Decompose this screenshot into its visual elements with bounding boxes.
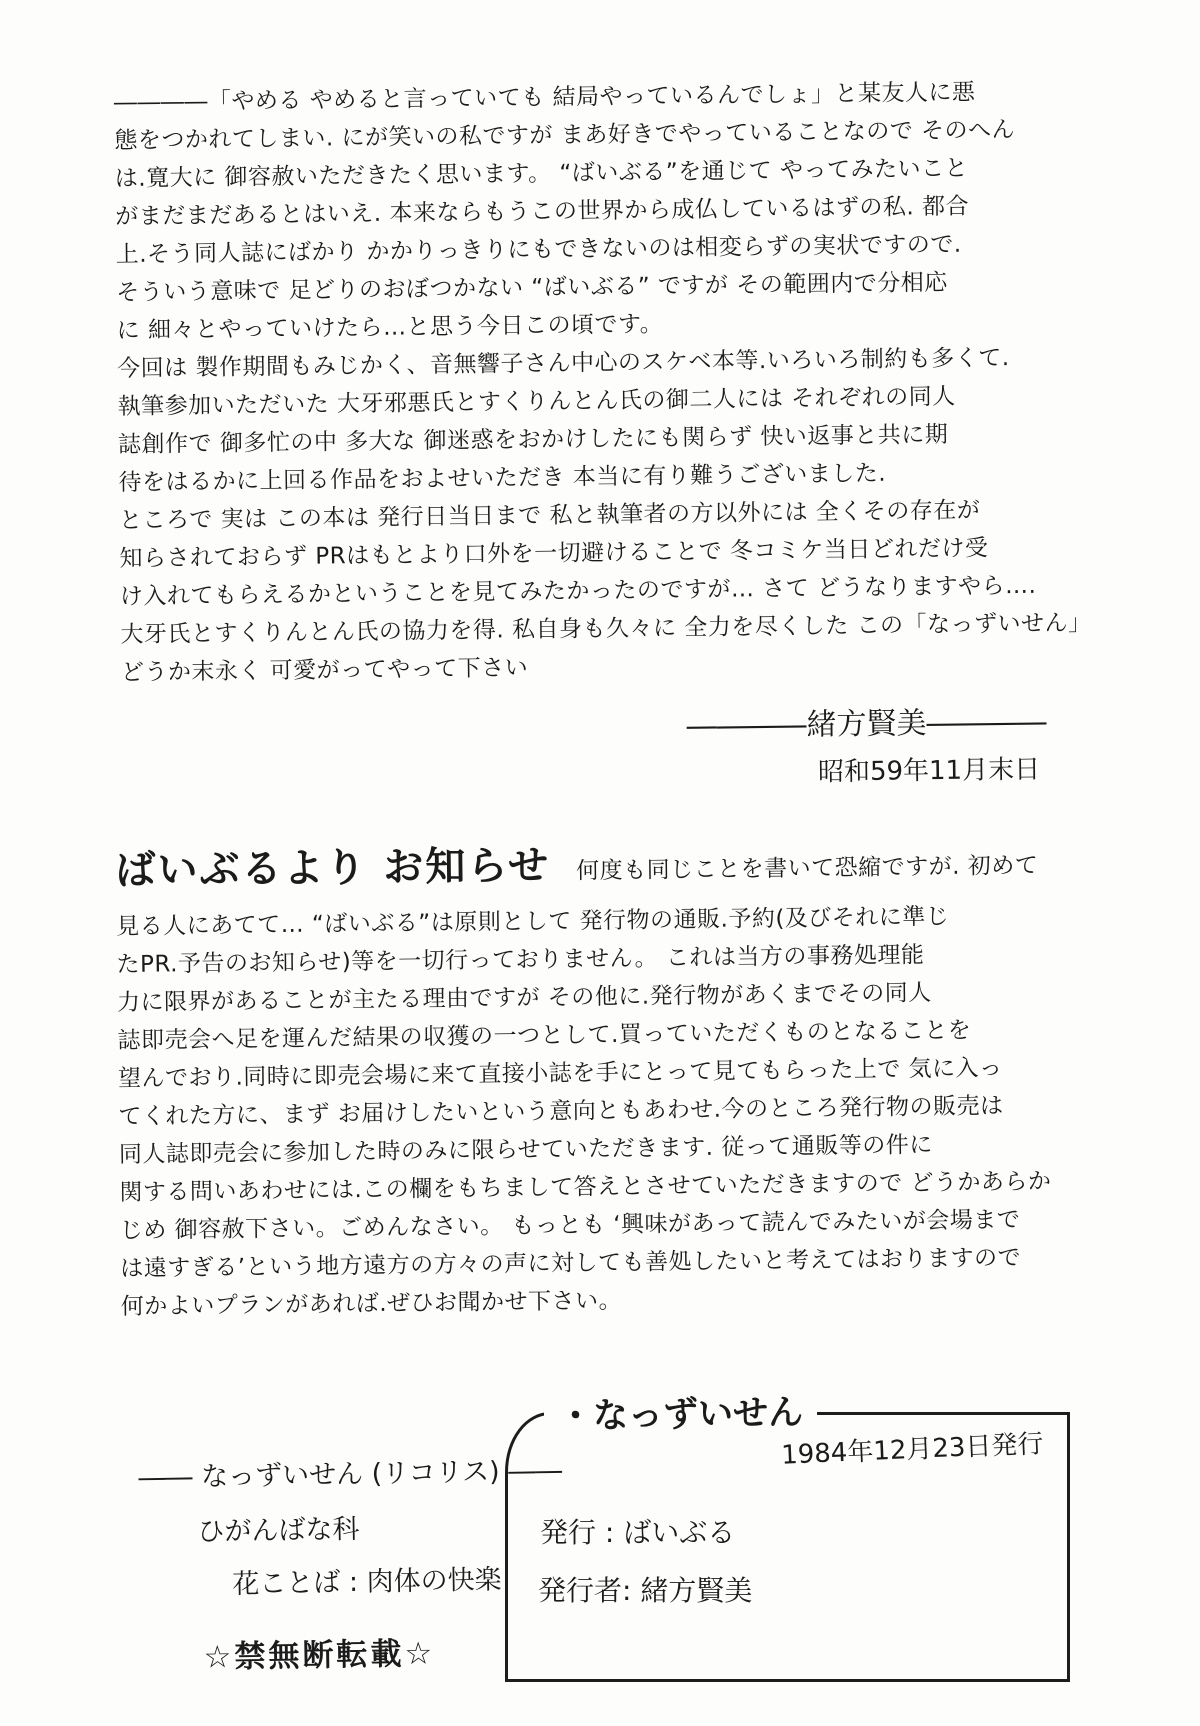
notice-section [115,827,1106,1326]
colophon-issue-date: 1984年12月23日発行 [780,1429,1044,1471]
notice-line: じめ 御容赦下さい。ごめんなさい。 もっとも ‘興味があって読んでみたいが会場まで [119,1207,1021,1245]
afterword-line: ところで 実は この本は 発行日当日まで 私と執筆者の方以外には 全くその存在が [118,497,981,534]
afterword-line: は.寛大に 御容赦いただきたく思います。 “ばいぶる”を通じて やってみたいこと [114,155,969,193]
colophon-publisher-person: 発行者: 緒方賢美 [538,1574,753,1607]
flower-language: 花ことば : 肉体の快楽 [232,1564,502,1601]
colophon-box [505,1392,1070,1682]
notice-heading: ばいぶるより お知らせ [115,842,551,895]
afterword-line: 態をつかれてしまい. にが笑いの私ですが まあ好きでやっていることなので そのへん [114,117,1016,155]
afterword-line: 誌創作で 御多忙の中 多大な 御迷惑をおかけしたにも関らず 快い返事と共に期 [117,421,949,458]
notice-line: 望んでおり.同時に即売会場に来て直接小誌を手にとって見てもらった上で 気に入っ [117,1055,1003,1093]
notice-line: 見る人にあてて… “ばいぶる”は原則として 発行物の通販.予約(及びそれに準じ [115,903,950,941]
afterword-line: そういう意味で 足どりのおぼつかない “ばいぶる” ですが その範囲内で分相応 [116,269,948,306]
afterword-section [114,72,1103,797]
notice-line: は遠すぎる’という地方遠方の方々の声に対しても善処したいと考えてはおりますので [120,1244,1022,1283]
flower-family: ひがんばな科 [197,1513,360,1548]
notice-line: 関する問いあわせには.この欄をもちまして答えとさせていただきますので どうかあらか [119,1168,1052,1207]
afterword-line: どうか末永く 可愛がってやって下さい [120,654,529,686]
flower-note-title: ―― なっずいせん (リコリス) ―― [138,1455,563,1494]
notice-lead-text: 何度も同じことを書いて恐縮ですが. 初めて [576,852,1039,885]
afterword-line: ――――「やめる やめると言っていても 結局やっているんでしょ」と某友人に悪 [113,79,976,117]
afterword-line: 上.そう同人誌にばかり かかりっきりにもできないのは相変らずの実状ですので. [115,231,962,268]
notice-line: 誌即売会へ足を運んだ結果の収獲の一つとして.買っていただくものとなることを [117,1017,972,1055]
afterword-date: 昭和59年11月末日 [817,754,1041,788]
afterword-line: に 細々とやっていけたら…と思う今日この頃です。 [116,311,664,344]
afterword-line: 執筆参加いただいた 大牙邪悪氏とすくりんとん氏の御二人には それぞれの同人 [117,383,956,420]
afterword-line: 大牙氏とすくりんとん氏の協力を得. 私自身も久々に 全力を尽くした この「なっずいせん」 [120,610,1092,648]
afterword-line: がまだまだあるとはいえ. 本来ならもうこの世界から成仏しているはずの私. 都合 [115,193,970,231]
afterword-line: け入れてもらえるかということを見てみたかったのですが… さて どうなりますやら…. [119,572,1037,610]
notice-line: 何かよいプランがあれば.ぜひお聞かせ下さい。 [120,1287,623,1320]
afterword-line: 待をはるかに上回る作品をおよせいただき 本当に有り難うございました. [118,460,887,496]
notice-line: てくれた方に、まず お届けしたいという意向ともあわせ.今のところ発行物の販売は [118,1093,1004,1131]
date-row [122,748,1102,797]
colophon-publisher: 発行 : ばいぶる [540,1516,736,1549]
notice-line: 力に限界があることが主たる理由ですが その他に.発行物があくまでその同人 [116,980,932,1017]
no-reproduction-notice: ☆禁無断転載☆ [203,1635,436,1676]
colophon-title: ・なっずいせん [544,1385,818,1440]
author-signature: ――――緒方賢美―――― [686,704,1047,745]
notice-line: たPR.予告のお知らせ)等を一切行っておりません。 これは当方の事務処理能 [116,942,925,979]
afterword-line: 知らされておらず PRはもとより口外を一切避けることで 冬コミケ当日どれだけ受 [119,535,989,572]
notice-line: 同人誌即売会に参加した時のみに限らせていただきます. 従って通販等の件に [118,1132,933,1169]
flower-note [138,1448,566,1677]
afterword-line: 今回は 製作期間もみじかく、音無響子さん中心のスケベ本等.いろいろ制約も多くて. [117,345,1010,382]
notice-heading-row [115,827,1101,896]
signature-row [121,696,1101,752]
